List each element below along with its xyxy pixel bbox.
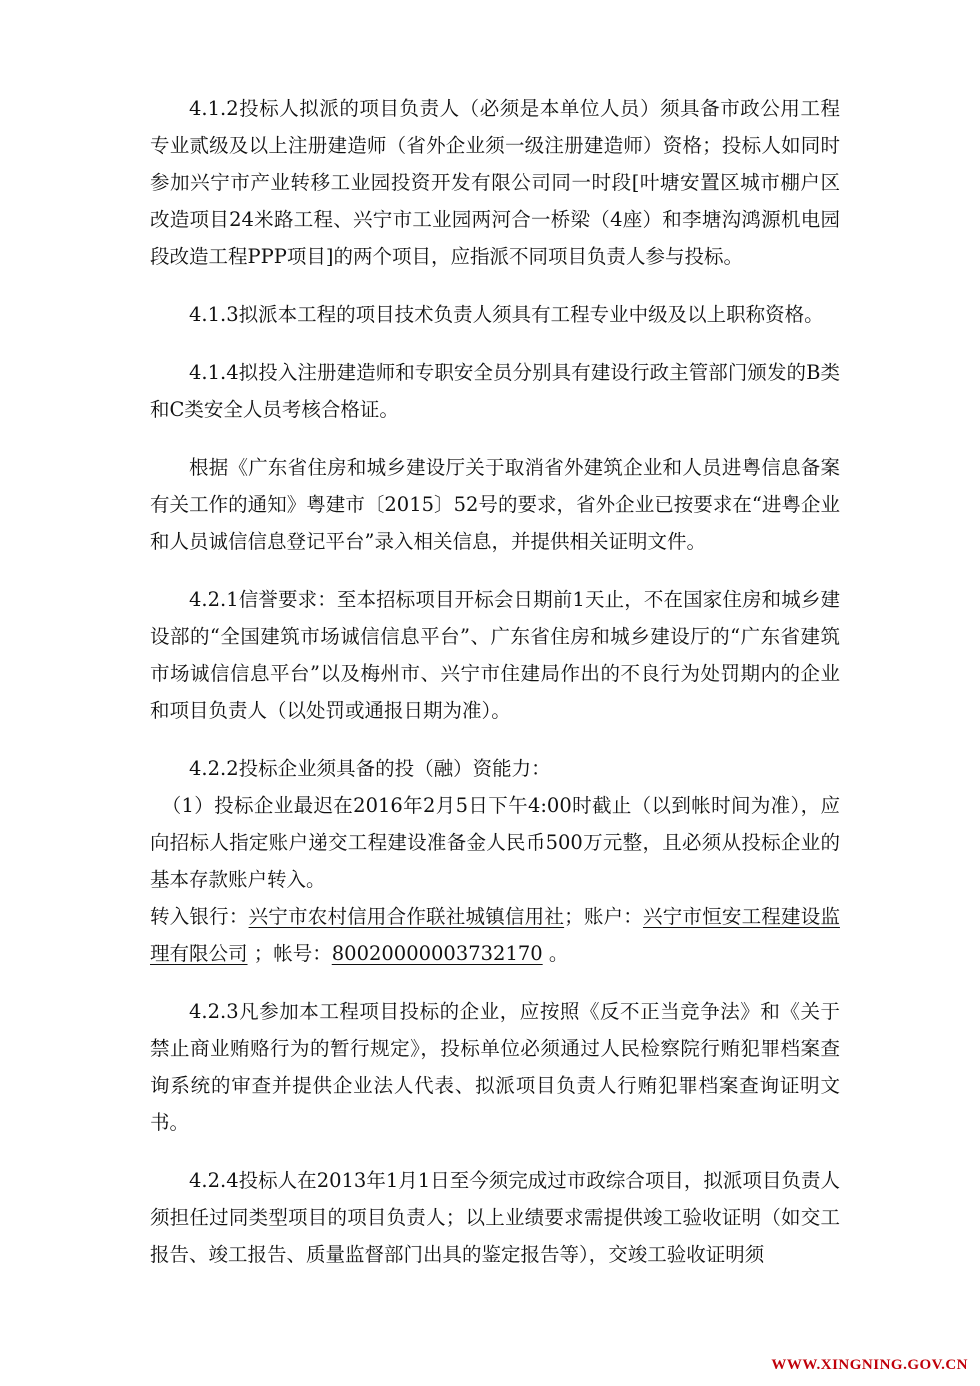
paragraph-4-2-4: 4.2.4投标人在2013年1月1日至今须完成过市政综合项目，拟派项目负责人须担任过同类型项目的项目负责人；以上业绩要求需提供竣工验收证明（如交工报告、竣工报告、质量监督部门出具的鉴定报告等），交竣工验收证明须 bbox=[150, 1169, 840, 1266]
paragraph-4-1-2: 4.1.2投标人拟派的项目负责人（必须是本单位人员）须具备市政公用工程专业贰级及以上注册建造师（省外企业须一级注册建造师）资格；投标人如同时参加兴宁市产业转移工业园投资开发有限公司同一时段[叶塘安置区城市棚户区改造项目24米路工程、兴宁市工业园两河合一桥梁（4座）和李塘沟鸿源机电园段改造工程PPP项目]的两个项目，应指派不同项目负责人参与投标。 bbox=[150, 97, 840, 268]
bank-info bbox=[150, 898, 840, 972]
paragraph-4-2-1: 4.2.1信誉要求：至本招标项目开标会日期前1天止，不在国家住房和城乡建设部的“全国建筑市场诚信信息平台”、广东省住房和城乡建设厅的“广东省建筑市场诚信信息平台”以及梅州市、兴宁市住建局作出的不良行为处罚期内的企业和项目负责人（以处罚或通报日期为准）。 bbox=[150, 588, 840, 722]
number-label: 帐号： bbox=[273, 942, 332, 965]
bank-name: 兴宁市农村信用合作联社城镇信用社 bbox=[248, 905, 565, 928]
bank-info-end: 。 bbox=[548, 942, 569, 965]
account-separator: ； bbox=[253, 942, 274, 965]
account-label: 账户： bbox=[583, 905, 643, 928]
bank-label: 转入银行： bbox=[150, 905, 249, 928]
document-body bbox=[150, 90, 840, 1294]
paragraph-notice: 根据《广东省住房和城乡建设厅关于取消省外建筑企业和人员进粤信息备案有关工作的通知》粤建市〔2015〕52号的要求，省外企业已按要求在“进粤企业和人员诚信信息登记平台”录入相关信息，并提供相关证明文件。 bbox=[150, 456, 840, 553]
account-name: 兴宁市恒安工程建设监理有限公司 bbox=[150, 905, 840, 965]
paragraph-4-2-2-title: 4.2.2投标企业须具备的投（融）资能力： bbox=[189, 757, 551, 780]
bank-separator: ； bbox=[564, 905, 584, 928]
paragraph-4-2-2-item-1: （1）投标企业最迟在2016年2月5日下午4:00时截止（以到帐时间为准），应向招标人指定账户递交工程建设准备金人民币500万元整，且必须从投标企业的基本存款账户转入。 bbox=[150, 794, 840, 891]
paragraph-4-1-3: 4.1.3拟派本工程的项目技术负责人须具有工程专业中级及以上职称资格。 bbox=[189, 303, 824, 326]
paragraph-4-1-4: 4.1.4拟投入注册建造师和专职安全员分别具有建设行政主管部门颁发的B类和C类安全人员考核合格证。 bbox=[150, 361, 840, 421]
paragraph-4-2-3: 4.2.3凡参加本工程项目投标的企业，应按照《反不正当竞争法》和《关于禁止商业贿赂行为的暂行规定》，投标单位必须通过人民检察院行贿犯罪档案查询系统的审查并提供企业法人代表、拟派项目负责人行贿犯罪档案查询证明文书。 bbox=[150, 1000, 840, 1134]
account-number: 80020000003732170 bbox=[331, 942, 543, 965]
footer-watermark: WWW.XINGNING.GOV.CN bbox=[771, 1357, 968, 1373]
